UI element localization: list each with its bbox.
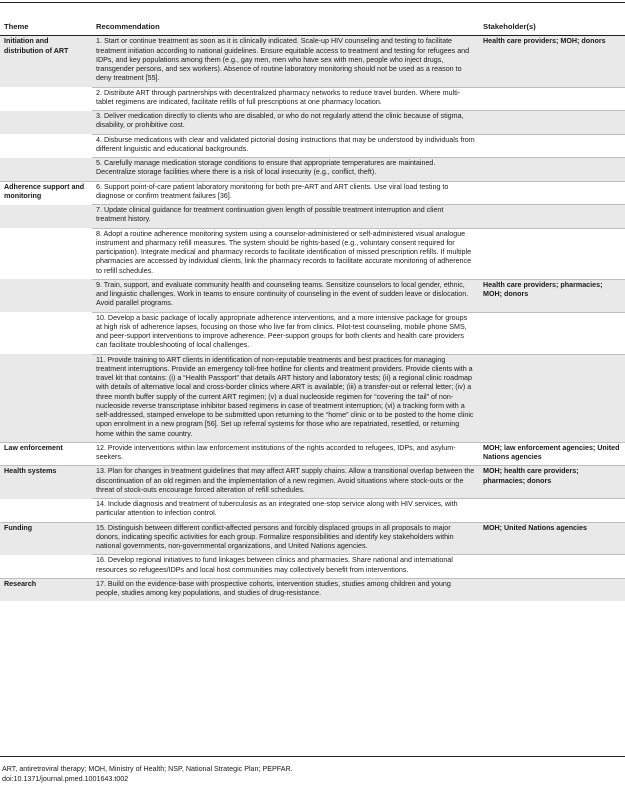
recommendation-cell: 8. Adopt a routine adherence monitoring system using a counselor-administered or self-administered visual analogue instrument and pharmacy refill measures. The system should be rights-based (e.g., voluntary consent required for participation). Integrate medical and pharmacy records to facilitate identification of missed prescription refills. If multiple pharmacies are accessed by individual clients, link the pharmacy records to facilitate accurate monitoring of adherence to refill schedules. bbox=[92, 228, 479, 279]
stakeholders-cell bbox=[479, 181, 625, 205]
theme-cell: Health systems bbox=[0, 466, 92, 499]
recommendation-cell: 12. Provide interventions within law enforcement institutions of the rights accorded to refugees, IDPs, and asylum-seekers. bbox=[92, 442, 479, 466]
table-row bbox=[0, 555, 625, 579]
doi: doi:10.1371/journal.pmed.1001643.t002 bbox=[2, 775, 129, 783]
table-row bbox=[0, 181, 625, 205]
theme-cell bbox=[0, 279, 92, 312]
theme-cell bbox=[0, 354, 92, 442]
table-header-row bbox=[0, 14, 625, 36]
table-row bbox=[0, 466, 625, 499]
stakeholders-cell: MOH; United Nations agencies bbox=[479, 522, 625, 555]
stakeholders-cell: Health care providers; MOH; donors bbox=[479, 36, 625, 87]
table-row bbox=[0, 312, 625, 354]
table-row bbox=[0, 111, 625, 135]
theme-cell: Research bbox=[0, 578, 92, 601]
recommendation-cell: 7. Update clinical guidance for treatment continuation given length of possible treatment interruption and client treatment history. bbox=[92, 205, 479, 229]
recommendation-cell: 6. Support point-of-care patient laboratory monitoring for both pre-ART and ART clients. Use viral load testing to diagnose or confirm treatment failures [36]. bbox=[92, 181, 479, 205]
recommendation-cell: 10. Develop a basic package of locally appropriate adherence interventions, and a more intensive package for groups at high risk of adherence lapses, focusing on those who live far from clinics. Pilot-test counseling, mobile phone SMS, and peer-support interventions to improve adherence. Peer-support groups for both clients and health care providers can facilitate troubleshooting of local challenges. bbox=[92, 312, 479, 354]
header-theme: Theme bbox=[0, 14, 92, 36]
table-row bbox=[0, 442, 625, 466]
recommendation-cell: 16. Develop regional initiatives to fund linkages between clinics and pharmacies. Share national and international resources so refugees/IDPs and local host communities may collectively benefit from interventions. bbox=[92, 555, 479, 579]
stakeholders-cell bbox=[479, 205, 625, 229]
stakeholders-cell bbox=[479, 158, 625, 182]
recommendation-cell: 9. Train, support, and evaluate community health and counseling teams. Sensitize counselors to local gender, ethnic, and linguistic challenges. Work in teams to ensure continuity of counseling in the event of sudden leave or dislocation. Avoid parallel programs. bbox=[92, 279, 479, 312]
table-row bbox=[0, 279, 625, 312]
stakeholders-cell bbox=[479, 228, 625, 279]
table-footer bbox=[2, 764, 622, 784]
recommendation-cell: 5. Carefully manage medication storage conditions to ensure that appropriate temperatures are maintained. Decentralize storage facilities where there is a risk of local insecurity (e.g., conflict, theft). bbox=[92, 158, 479, 182]
recommendation-cell: 4. Disburse medications with clear and validated pictorial dosing instructions that may be understood by individuals from different linguistic and educational backgrounds. bbox=[92, 134, 479, 158]
recommendation-cell: 3. Deliver medication directly to clients who are disabled, or who do not regularly attend the clinic because of stigma, disability, or prohibitive cost. bbox=[92, 111, 479, 135]
table-row bbox=[0, 522, 625, 555]
bottom-rule bbox=[0, 756, 625, 757]
header-stakeholders: Stakeholder(s) bbox=[479, 14, 625, 36]
footnote: ART, antiretroviral therapy; MOH, Ministry of Health; NSP, National Strategic Plan; PEPFAR. bbox=[2, 765, 293, 773]
theme-cell bbox=[0, 205, 92, 229]
stakeholders-cell bbox=[479, 499, 625, 523]
recommendation-cell: 11. Provide training to ART clients in identification of non-reputable treatments and best practices for managing treatment interruptions. Provide an emergency toll-free hotline for clients and treatment providers. Provide clients with a travel kit that contains: (i) a “Health Passport” that details ART history and laboratory tests; (ii) a regional clinic roadmap with details of alternative local and cross-border clinics where ART is available; (iii) a transfer-out or referral letter; (iv) a three month buffer supply of the current ART regimen; (v) a dual nucleoside regimen for “covering the tail” of non-nucleoside reverse transcriptase inhibitor based regimens in case of treatment interruption; (vi) a tracking form with a self-addressed, stamped envelope to be submitted upon returning to the “home” clinic or to be posted to the home clinic upon enrolment in a new program [56]. Set up referral systems for those who are repatriated, resettled, or returning home within the same country. bbox=[92, 354, 479, 442]
stakeholders-cell bbox=[479, 555, 625, 579]
theme-cell bbox=[0, 134, 92, 158]
stakeholders-cell: Health care providers; pharmacies; MOH; donors bbox=[479, 279, 625, 312]
table-row bbox=[0, 354, 625, 442]
theme-cell bbox=[0, 555, 92, 579]
theme-cell bbox=[0, 228, 92, 279]
table-row bbox=[0, 158, 625, 182]
theme-cell bbox=[0, 111, 92, 135]
table-row bbox=[0, 228, 625, 279]
theme-cell bbox=[0, 499, 92, 523]
table-row bbox=[0, 205, 625, 229]
stakeholders-cell bbox=[479, 354, 625, 442]
theme-cell: Law enforcement bbox=[0, 442, 92, 466]
recommendation-cell: 17. Build on the evidence-base with prospective cohorts, intervention studies, studies among children and young people, studies among key populations, and studies of drug-resistance. bbox=[92, 578, 479, 601]
theme-cell bbox=[0, 87, 92, 111]
recommendation-cell: 14. Include diagnosis and treatment of tuberculosis as an integrated one-stop service along with HIV services, with particular attention to infection control. bbox=[92, 499, 479, 523]
theme-cell: Funding bbox=[0, 522, 92, 555]
stakeholders-cell bbox=[479, 312, 625, 354]
theme-cell: Initiation and distribution of ART bbox=[0, 36, 92, 87]
top-rule bbox=[0, 2, 625, 3]
recommendation-cell: 2. Distribute ART through partnerships with decentralized pharmacy networks to reduce travel burden. Where multi-tablet regimens are indicated, facilitate refills of full prescriptions at one pharmacy location. bbox=[92, 87, 479, 111]
recommendation-cell: 1. Start or continue treatment as soon as it is clinically indicated. Scale-up HIV counseling and testing to facilitate treatment initiation according to national guidelines. Ensure equitable access to treatment and testing for refugees and IDPs, and key populations among them (e.g., gay men, men who have sex with men, people who inject drugs, transgender persons, and sex workers). Absence of routine laboratory monitoring should not be used as a reason to deny treatment [55]. bbox=[92, 36, 479, 87]
theme-cell bbox=[0, 158, 92, 182]
theme-cell bbox=[0, 312, 92, 354]
table-row bbox=[0, 36, 625, 87]
stakeholders-cell bbox=[479, 111, 625, 135]
stakeholders-cell: MOH; law enforcement agencies; United Nations agencies bbox=[479, 442, 625, 466]
table-row bbox=[0, 87, 625, 111]
stakeholders-cell bbox=[479, 134, 625, 158]
table-body bbox=[0, 36, 625, 602]
recommendation-cell: 13. Plan for changes in treatment guidelines that may affect ART supply chains. Allow a transitional overlap between the discontinuation of an old regimen and the implementation of a new regimen. Avoid situations where stock-outs or the threat of stock-outs encourage forced alteration of refill schedules. bbox=[92, 466, 479, 499]
header-recommendation: Recommendation bbox=[92, 14, 479, 36]
table-row bbox=[0, 134, 625, 158]
theme-cell: Adherence support and monitoring bbox=[0, 181, 92, 205]
stakeholders-cell bbox=[479, 578, 625, 601]
table-row bbox=[0, 578, 625, 601]
table-row bbox=[0, 499, 625, 523]
stakeholders-cell bbox=[479, 87, 625, 111]
stakeholders-cell: MOH; health care providers; pharmacies; donors bbox=[479, 466, 625, 499]
recommendation-cell: 15. Distinguish between different conflict-affected persons and forcibly displaced groups in all proposals to major donors, indicating specific activities for each group. Formalize responsibilities and identify key stakeholders within national governments, non-governmental organizations, and United Nations agencies. bbox=[92, 522, 479, 555]
recommendations-table bbox=[0, 14, 625, 601]
